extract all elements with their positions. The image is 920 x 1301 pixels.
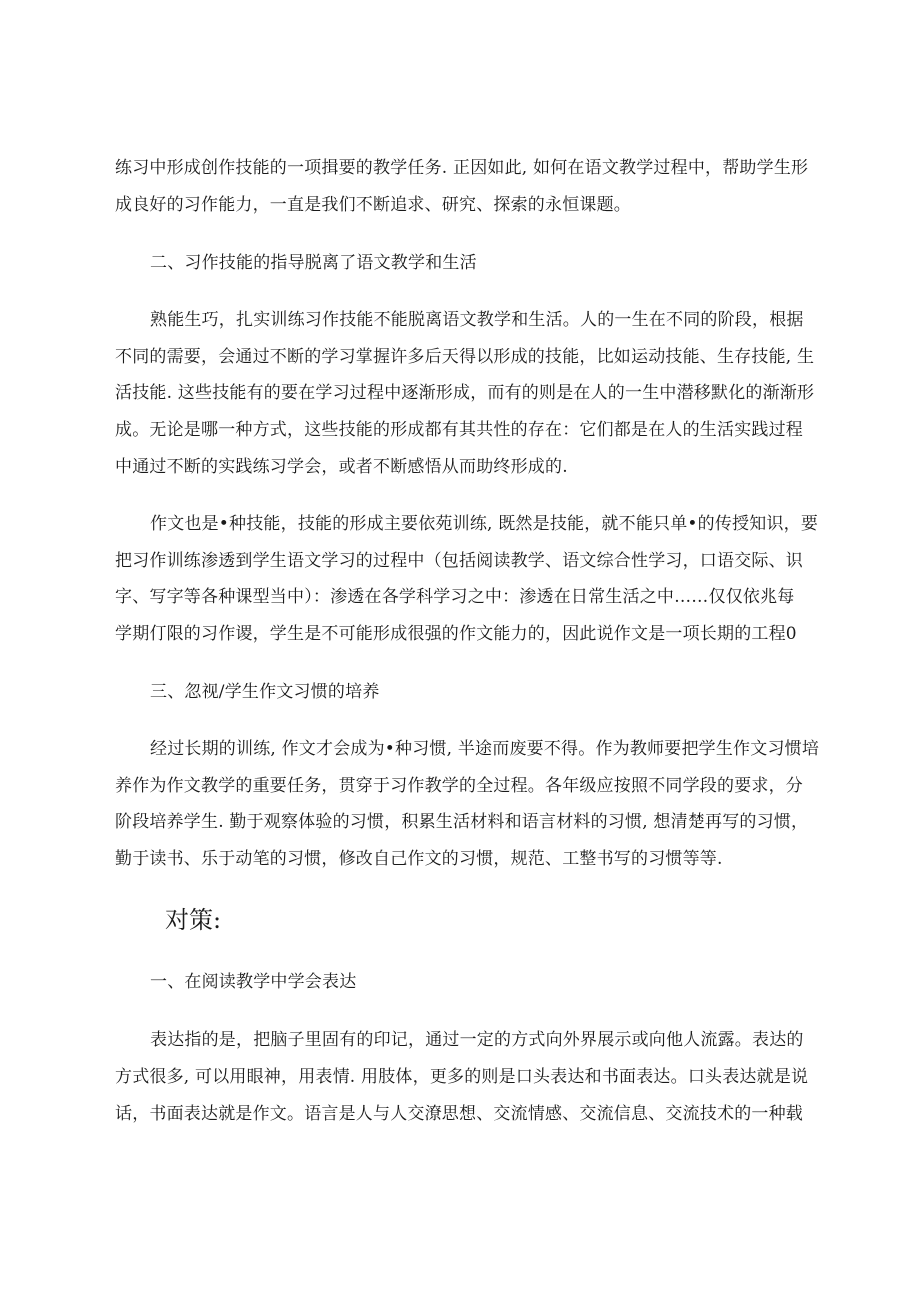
para-expression-line-3: 话，书面表达就是作文。语言是人与人交潦思想、交流情感、交流信息、交流技术的一种载 [115, 1104, 803, 1124]
para-skills-line-3: 活技能. 这些技能有的要在学习过程中逐渐形成，而有的则是在人的一生中潜移默化的渐渐形 [115, 383, 815, 403]
para-composition-line-4: 学期仃限的习作谡，学生是不可能形成很强的作文能力的，因此说作文是一项长期的工程0 [115, 624, 797, 644]
para-skills-line-1: 熟能生巧，扎实训练习作技能不能脱离语文教学和生活。人的一生在不同的阶段，根据 [150, 310, 804, 330]
para-skills-line-2: 不同的需要，会通过不断的学习掌握许多后天得以形成的技能，比如运动技能、生存技能, 生 [115, 347, 815, 367]
para-skills-line-5: 中通过不断的实践练习学会，或者不断感悟从而助终形成的. [115, 457, 568, 477]
para-habits-line-1: 经过长期的训练, 作文才会成为•种习惯, 半途而废要不得。作为教师要把学生作文习惯培 [150, 739, 820, 759]
heading-section-2: 二、习作技能的指导脱离了语文教学和生活 [150, 253, 477, 273]
para-composition-line-3: 字、写字等各种课型当中）：渗透在各学科学习之中：渗透在日常生活之中……仅仅依兆每 [115, 587, 795, 607]
para-habits-line-4: 勤于读书、乐于动笔的习惯，修改自己作文的习惯，规范、工整书写的习惯等等. [115, 849, 723, 869]
para-intro-line-1: 练习中形成创作技能的一项揖要的教学任务. 正因如此, 如何在语文教学过程中，帮助学生形 [115, 158, 809, 178]
heading-section-3: 三、忽视/学生作文习惯的培养 [150, 682, 380, 702]
para-intro-line-2: 成良好的习作能力，一直是我们不断追求、研究、探索的永恒课题。 [115, 195, 631, 215]
heading-strategy-1: 一、在阅读教学中学会表达 [150, 972, 357, 992]
para-expression-line-2: 方式很多, 可以用眼神，用表情. 用肢体，更多的则是口头表达和书面表达。口头表达就是说 [115, 1067, 809, 1087]
para-habits-line-3: 阶段培养学生. 勤于观察体验的习惯，积累生活材料和语言材料的习惯, 想清楚再写的习惯， [115, 812, 809, 832]
section-title-strategy: 对策: [165, 906, 222, 934]
para-composition-line-2: 把习作训练渗透到学生语文学习的过程中（包括阅读教学、语文综合性学习，口语交际、识 [115, 551, 803, 571]
para-composition-line-1: 作文也是•种技能，技能的形成主要依苑训练, 既然是技能，就不能只单•的传授知识，要 [150, 514, 819, 534]
para-habits-line-2: 养作为作文教学的重要任务，贯穿于习作教学的全过程。各年级应按照不同学段的要求，分 [115, 776, 803, 796]
para-skills-line-4: 成。无论是哪一种方式，这些技能的形成都有其共性的存在：它们都是在人的生活实践过程 [115, 420, 803, 440]
para-expression-line-1: 表达指的是，把脑子里固有的印记，通过一定的方式向外界展示或向他人流露。表达的 [150, 1030, 804, 1050]
